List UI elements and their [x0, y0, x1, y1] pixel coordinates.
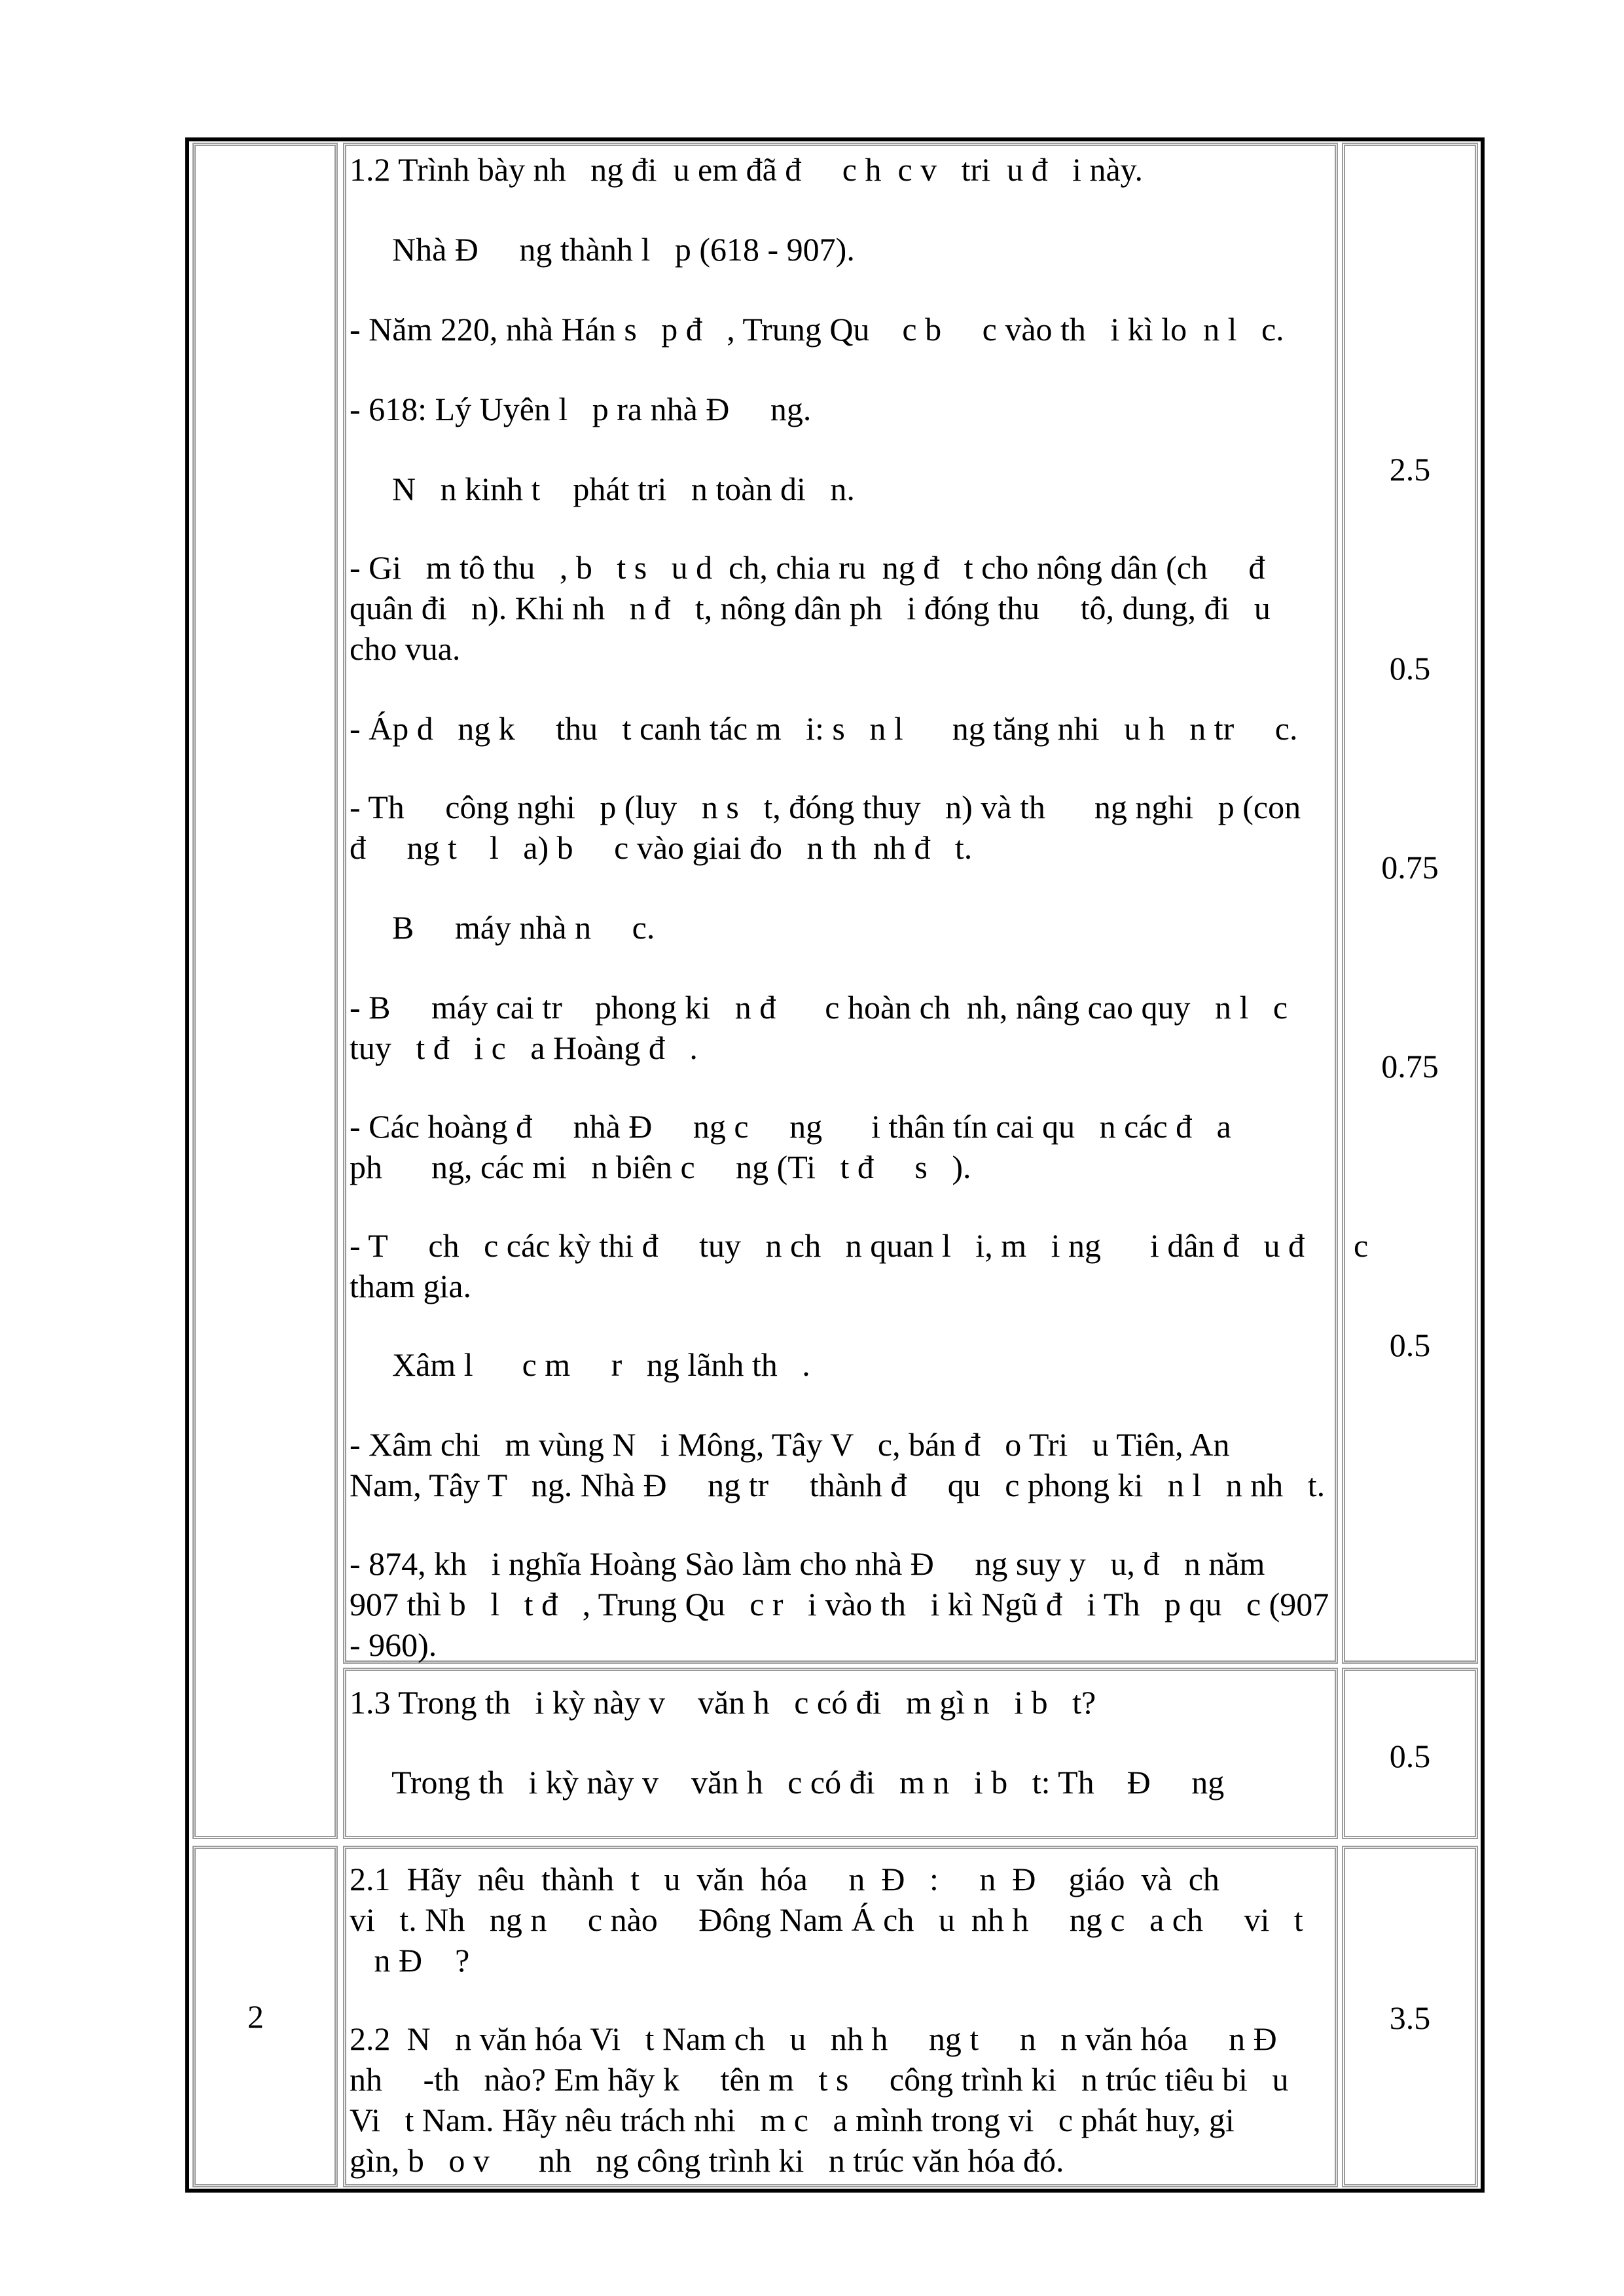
q12-line: 1.2 Trình bày nh ng đi u em đã đ c h c v tri u đ i này.	[350, 151, 1143, 188]
q2-line: Vi t Nam. Hãy nêu trách nhi m c a mình trong vi c phát huy, gi	[350, 2102, 1235, 2138]
q12-line: - Áp d ng k thu t canh tác m i: s n l ng tăng nhi u h n tr c.	[350, 710, 1298, 747]
score-value: 0.5	[1389, 650, 1431, 687]
q12-line: đ ng t l a) b c vào giai đo n th nh đ t.	[350, 829, 973, 866]
q13-line: 1.3 Trong th i kỳ này v văn h c có đi m gì n i b t?	[350, 1684, 1096, 1721]
q12-line: - 874, kh i nghĩa Hoàng Sào làm cho nhà Đ ng suy y u, đ n năm	[350, 1545, 1265, 1582]
q12-line: - 960).	[350, 1626, 437, 1663]
q12-line: - T ch c các kỳ thi đ tuy n ch n quan l i, m i ng i dân đ u đ c	[350, 1227, 1369, 1264]
q12-line: - Gi m tô thu , b t s u d ch, chia ru ng đ t cho nông dân (ch đ	[350, 549, 1265, 586]
score-value: 2.5	[1389, 451, 1431, 488]
q2-line: n Đ ?	[350, 1942, 470, 1979]
row1-number-cell	[192, 143, 338, 1839]
q12-line: 907 thì b l t đ , Trung Qu c r i vào th i kì Ngũ đ i Th p qu c (907	[350, 1586, 1329, 1623]
q12-line:  Xâm l c m r ng lãnh th .	[350, 1346, 810, 1383]
q2-line: nh -th nào? Em hãy k tên m t s công trình ki n trúc tiêu bi u	[350, 2061, 1289, 2098]
score-value: 0.5	[1389, 1327, 1431, 1363]
q12-line: - Năm 220, nhà Hán s p đ , Trung Qu c b c vào th i kì lo n l c.	[350, 311, 1284, 348]
row1-q12-score-cell	[1342, 143, 1478, 1664]
q12-line: Nam, Tây T ng. Nhà Đ ng tr thành đ qu c phong ki n l n nh t.	[350, 1467, 1326, 1503]
q12-line:  B máy nhà n c.	[350, 909, 655, 946]
q12-line: - Th công nghi p (luy n s t, đóng thuy n) và th ng nghi p (con	[350, 789, 1301, 825]
q12-line: tuy t đ i c a Hoàng đ .	[350, 1030, 698, 1066]
score-value: 0.75	[1381, 1048, 1439, 1085]
score-value: 0.5	[1389, 1738, 1431, 1774]
row2-score: 3.5	[1389, 2000, 1431, 2036]
q12-line: cho vua.	[350, 630, 461, 667]
score-value: 0.75	[1381, 849, 1439, 886]
q12-line: - Xâm chi m vùng N i Mông, Tây V c, bán đ o Tri u Tiên, An	[350, 1426, 1230, 1463]
q12-line: ph ng, các mi n biên c ng (Ti t đ s ).	[350, 1149, 971, 1185]
q2-line: 2.2 N n văn hóa Vi t Nam ch u nh h ng t n n văn hóa n Đ	[350, 2020, 1277, 2057]
q12-line: - 618: Lý Uyên l p ra nhà Đ ng.	[350, 391, 812, 427]
q13-line:  Trong th i kỳ này v văn h c có đi m n i b t: Th Đ ng	[350, 1764, 1225, 1801]
q12-line: tham gia.	[350, 1268, 472, 1304]
q12-line: - B máy cai tr phong ki n đ c hoàn ch nh, nâng cao quy n l c	[350, 989, 1288, 1026]
q12-line: - Các hoàng đ nhà Đ ng c ng i thân tín cai qu n các đ a	[350, 1108, 1231, 1145]
row2-number-cell	[192, 1846, 338, 2187]
row2-number: 2	[247, 1998, 264, 2035]
q12-line:  N n kinh t phát tri n toàn di n.	[350, 471, 855, 507]
q2-line: gìn, b o v nh ng công trình ki n trúc văn hóa đó.	[350, 2142, 1064, 2179]
q12-line: quân đi n). Khi nh n đ t, nông dân ph i đóng thu tô, dung, đi u	[350, 590, 1271, 626]
q2-line: 2.1 Hãy nêu thành t u văn hóa n Đ : n Đ giáo và ch	[350, 1861, 1219, 1897]
q12-line:  Nhà Đ ng thành l p (618 - 907).	[350, 231, 855, 268]
q2-line: vi t. Nh ng n c nào Đông Nam Á ch u nh h ng c a ch vi t	[350, 1901, 1303, 1938]
